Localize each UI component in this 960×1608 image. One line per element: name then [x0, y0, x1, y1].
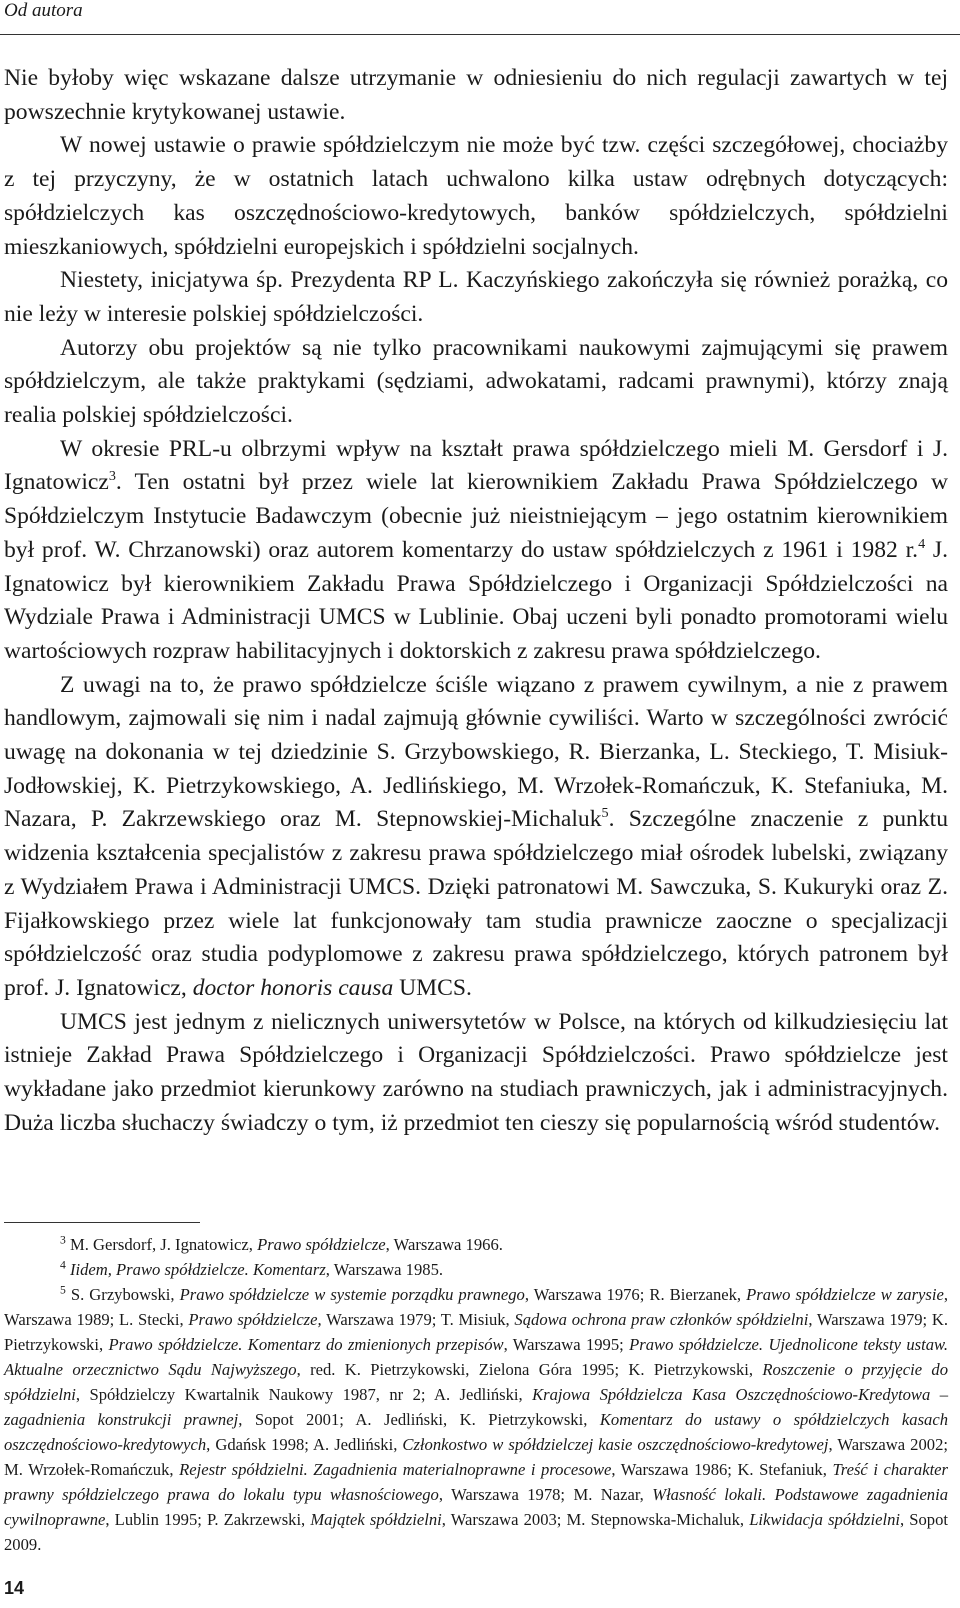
- text-run: , Warszawa 1985.: [325, 1260, 444, 1279]
- footnote: [4, 1282, 948, 1557]
- footnote-number: 3: [60, 1233, 66, 1247]
- italic-text: Sądowa ochrona praw członków spółdzielni: [514, 1310, 809, 1329]
- footnote: [4, 1257, 948, 1282]
- text-run: Nie byłoby więc wskazane dalsze utrzymanie w odniesieniu do nich regulacji zawartych w tej powszechnie krytykowanej ustawie.: [4, 65, 948, 125]
- text-run: , Warszawa 1966.: [385, 1235, 503, 1254]
- text-run: , Warszawa 2002; M. Wrzołek-Romańczuk,: [4, 1435, 948, 1479]
- text-run: , Sopot 2001; A. Jedliński, K. Pietrzykowski,: [238, 1410, 600, 1429]
- text-run: , Warszawa 1995;: [503, 1335, 630, 1354]
- italic-text: Likwidacja spółdzielni: [749, 1510, 900, 1529]
- footnote-ref: 3: [108, 468, 116, 485]
- footnote-number: 5: [60, 1283, 66, 1297]
- header-rule: [0, 34, 960, 35]
- italic-text: Majątek spółdzielni: [310, 1510, 442, 1529]
- italic-text: Prawo spółdzielcze,: [188, 1310, 322, 1329]
- italic-text: Prawo spółdzielcze. Ujednolicone teksty ustaw. Aktualne orzecznictwo Sądu Najwyższego: [4, 1335, 948, 1379]
- paragraph: [4, 332, 948, 433]
- footnote-ref: 5: [601, 805, 609, 822]
- italic-text: Własność lokali. Podstawowe zagadnienia cywilnoprawne: [4, 1485, 949, 1529]
- italic-text: Prawo spółdzielcze w systemie porządku prawnego: [179, 1285, 525, 1304]
- footnote-number: 4: [60, 1258, 66, 1272]
- text-run: , Lublin 1995; P. Zakrzewski,: [105, 1510, 311, 1529]
- paragraph: [4, 669, 948, 1006]
- italic-text: Treść i charakter prawny spółdzielczego prawa do lokalu typu własnościowego: [4, 1460, 949, 1504]
- page-number: 14: [4, 1578, 25, 1598]
- italic-text: Roszczenie o przyjęcie do spółdzielni: [4, 1360, 949, 1404]
- italic-text: Prawo spółdzielcze: [257, 1235, 386, 1254]
- text-run: . Ten ostatni był przez wiele lat kierownikiem Zakładu Prawa Spółdzielczego w Spółdzielczym Instytucie Badawczym (obecnie już nieistniejącym – jego ostatnim kierownikiem był prof. W. Chrzanowski) oraz autorem komentarzy do ustaw spółdzielczych z 1961 i 1982 r.: [4, 469, 948, 563]
- text-run: . Szczególne znaczenie z punktu widzenia kształcenia specjalistów z zakresu prawa spółdzielczego miał ośrodek lubelski, związany z Wydziałem Prawa i Administracji UMCS. Dzięki patronatowi M. Sawczuka, S. Kukuryki oraz Z. Fijałkowskiego przez wiele lat funkcjonowały tam studia prawnicze zaoczne o specjalizacji spółdzielczość oraz studia podyplomowe z zakresu prawa spółdzielczego, których patronem był prof. J. Ignatowicz,: [4, 806, 949, 1001]
- text-run: , Warszawa 1976; R. Bierzanek,: [524, 1285, 747, 1304]
- italic-text: Prawo spółdzielcze. Komentarz do zmienionych przepisów: [108, 1335, 504, 1354]
- footnotes: [4, 1232, 948, 1557]
- italic-text: Krajowa Spółdzielcza Kasa Oszczędnościowo-Kredytowa – zagadnienia konstrukcji prawnej: [4, 1385, 948, 1429]
- paragraph: [4, 1006, 948, 1141]
- main-text: [4, 62, 948, 1141]
- text-run: UMCS jest jednym z nielicznych uniwersytetów w Polsce, na których od kilkudziesięciu lat istnieje Zakład Prawa Spółdzielczego i Organizacji Spółdzielczości. Prawo spółdzielcze jest wykładane jako przedmiot kierunkowy zarówno na studiach prawniczych, jak i administracyjnych. Duża liczba słuchaczy świadczy o tym, iż przedmiot ten cieszy się popularnością wśród studentów.: [4, 1008, 948, 1136]
- italic-text: Iidem, Prawo spółdzielcze. Komentarz: [69, 1260, 326, 1279]
- text-run: , Warszawa 1989; L. Stecki,: [4, 1285, 948, 1329]
- running-header: Od autora: [4, 0, 83, 21]
- paragraph: [4, 433, 948, 669]
- italic-text: Prawo spółdzielcze w zarysie: [746, 1285, 944, 1304]
- text-run: , Warszawa 1978; M. Nazar,: [438, 1485, 653, 1504]
- text-run: W okresie PRL-u olbrzymi wpływ na kształt prawa spółdzielczego mieli M. Gersdorf i J. Ignatowicz: [4, 435, 948, 496]
- text-run: Warszawa 1979; T. Misiuk,: [321, 1310, 515, 1329]
- paragraph: [4, 264, 948, 331]
- text-run: , Sopot 2009.: [4, 1510, 948, 1554]
- text-run: , Warszawa 1986; K. Stefaniuk,: [611, 1460, 833, 1479]
- text-run: UMCS.: [393, 974, 472, 1001]
- italic-text: Rejestr spółdzielni. Zagadnienia materialnoprawne i procesowe: [179, 1460, 612, 1479]
- text-run: , Warszawa 2003; M. Stepnowska-Michaluk,: [441, 1510, 750, 1529]
- text-run: Z uwagi na to, że prawo spółdzielcze ściśle wiązano z prawem cywilnym, a nie z prawem handlowym, zajmowali się nim i nadal zajmują głównie cywiliści. Warto w szczególności zwrócić uwagę na dokonania w tej dziedzinie S. Grzybowskiego, R. Bierzanka, L. Steckiego, T. Misiuk-Jodłowskiej, K. Pietrzykowskiego, A. Jedlińskiego, M. Wrzołek-Romańczuk, K. Stefaniuka, M. Nazara, P. Zakrzewskiego oraz M. Stepnowskiej-Michaluk: [4, 671, 948, 833]
- text-run: W nowej ustawie o prawie spółdzielczym nie może być tzw. części szczegółowej, chociażby z tej przyczyny, że w ostatnich latach uchwalono kilka ustaw odrębnych dotyczących: spółdzielczych kas oszczędnościowo-kredytowych, banków spółdzielczych, spółdzielni mieszkaniowych, spółdzielni europejskich i spółdzielni socjalnych.: [4, 132, 948, 260]
- text-run: , Spółdzielczy Kwartalnik Naukowy 1987, nr 2; A. Jedliński,: [75, 1385, 533, 1404]
- paragraph: [4, 62, 948, 129]
- text-run: Autorzy obu projektów są nie tylko pracownikami naukowymi zajmującymi się prawem spółdzielczym, ale także praktykami (sędziami, adwokatami, radcami prawnymi), którzy znają realia polskiej spółdzielczości.: [4, 334, 948, 429]
- text-run: , Warszawa 1979; K. Pietrzykowski,: [4, 1310, 948, 1354]
- footnote-separator: [4, 1222, 200, 1223]
- footnote-ref: 4: [918, 535, 926, 552]
- italic-text: doctor honoris causa: [192, 974, 394, 1001]
- footnote: [4, 1232, 948, 1257]
- text-run: M. Gersdorf, J. Ignatowicz,: [65, 1235, 258, 1254]
- text-run: , red. K. Pietrzykowski, Zielona Góra 1995; K. Pietrzykowski,: [296, 1360, 763, 1379]
- text-run: S. Grzybowski,: [65, 1285, 180, 1304]
- text-run: , Gdańsk 1998; A. Jedliński,: [206, 1435, 403, 1454]
- text-run: J. Ignatowicz był kierownikiem Zakładu Prawa Spółdzielczego i Organizacji Spółdzielczości na Wydziale Prawa i Administracji UMCS w Lublinie. Obaj uczeni byli ponadto promotorami wielu wartościowych rozpraw habilitacyjnych i doktorskich z zakresu prawa spółdzielczego.: [4, 536, 948, 664]
- paragraph: [4, 129, 948, 264]
- text-run: Niestety, inicjatywa śp. Prezydenta RP L. Kaczyńskiego zakończyła się również porażką, co nie leży w interesie polskiej spółdzielczości.: [4, 267, 948, 327]
- italic-text: Komentarz do ustawy o spółdzielczych kasach oszczędnościowo-kredytowych: [4, 1410, 949, 1454]
- italic-text: Członkostwo w spółdzielczej kasie oszczędnościowo-kredytowej: [402, 1435, 829, 1454]
